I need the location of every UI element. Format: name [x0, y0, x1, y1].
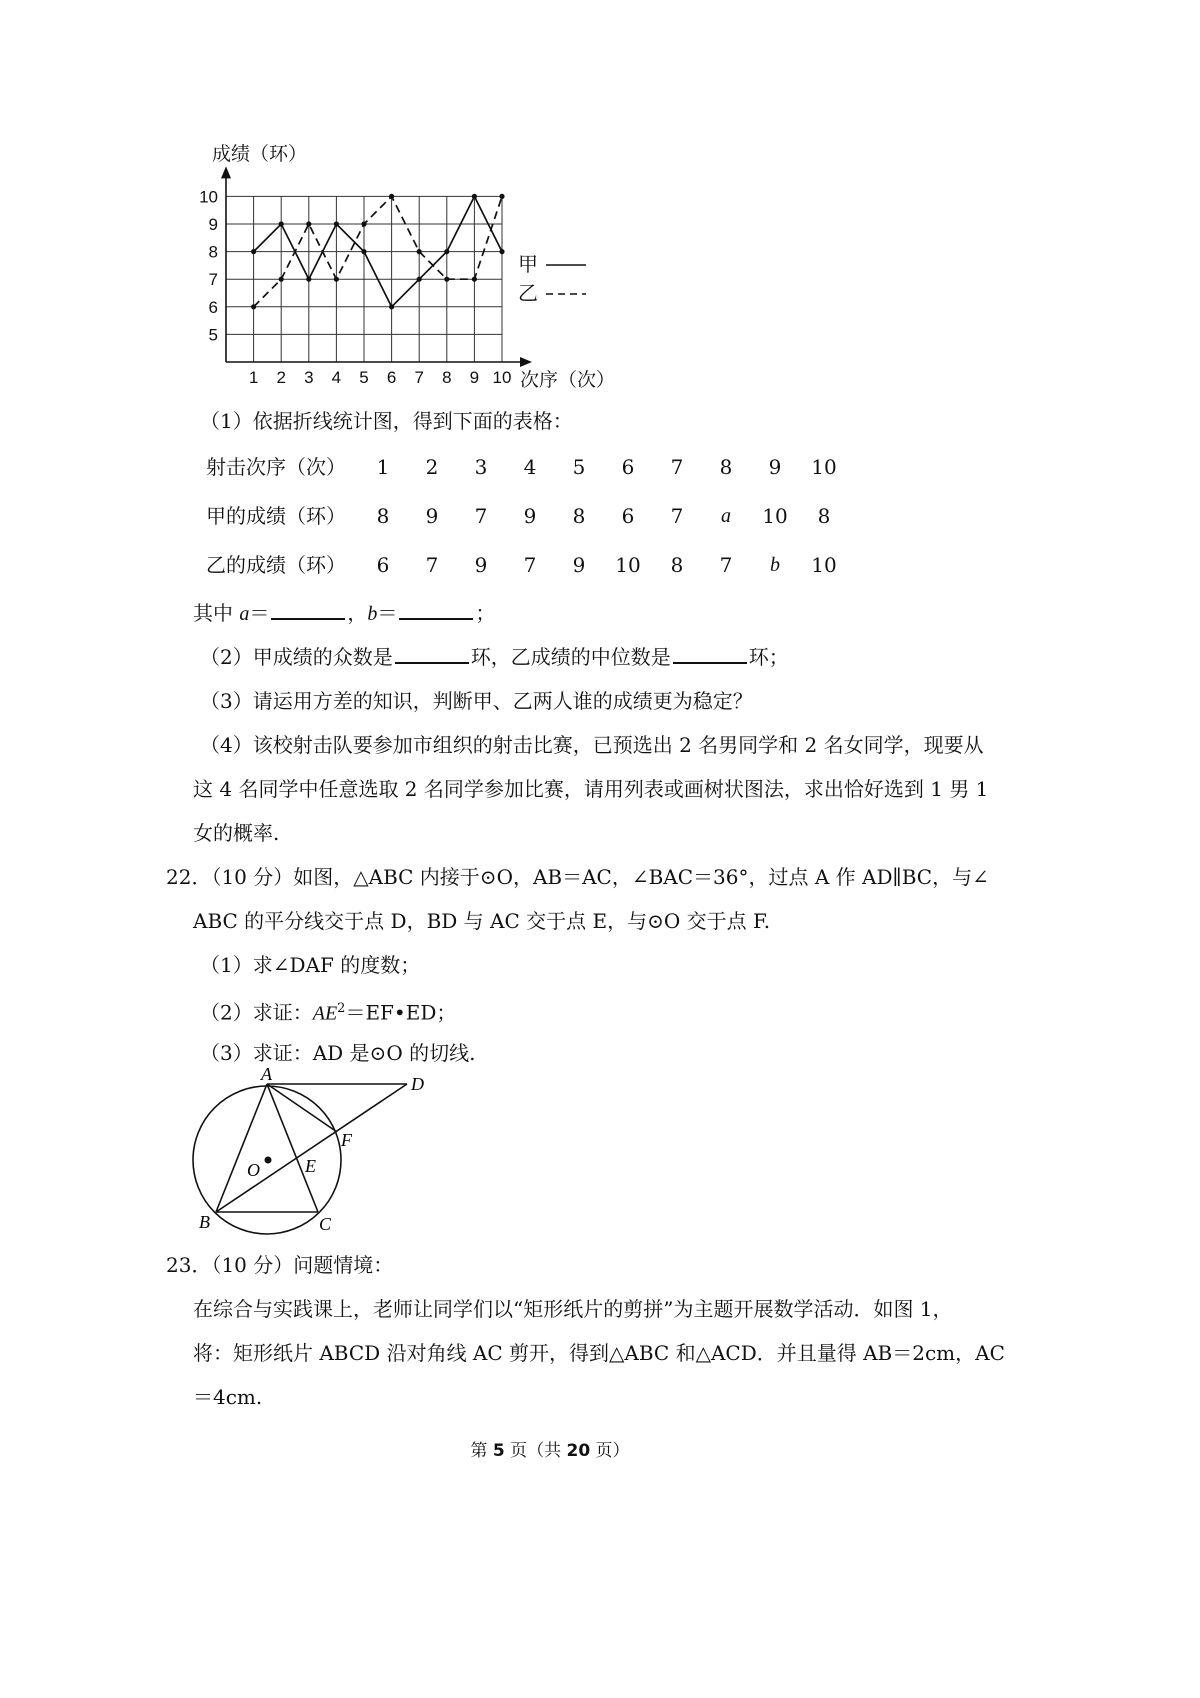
point-jia	[499, 249, 504, 254]
y-axis-arrow	[221, 166, 231, 178]
part2-rest: ＝EF•ED；	[345, 1000, 457, 1025]
table-header-label: 射击次序（次）	[206, 455, 346, 479]
x-tick-label: 7	[414, 368, 424, 387]
point-jia	[444, 249, 449, 254]
point-jia	[251, 249, 256, 254]
q23-line4: ＝4cm.	[193, 1385, 263, 1409]
footer-mid: 页（共	[504, 1441, 567, 1461]
table-cell: b	[770, 554, 780, 576]
q22-line2: ABC 的平分线交于点 D，BD 与 AC 交于点 E，与⊙O 交于点 F.	[193, 909, 771, 933]
y-axis-label: 成绩（环）	[212, 144, 308, 165]
x-tick-label: 2	[276, 368, 286, 387]
y-tick-label: 6	[208, 297, 218, 317]
legend-label-jia: 甲	[518, 254, 538, 276]
point-jia	[334, 221, 339, 226]
y-tick-label: 9	[208, 215, 218, 234]
point-yi	[417, 249, 422, 254]
page-footer	[0, 1436, 1100, 1461]
q22-part2	[200, 996, 456, 1027]
point-c-label: C	[319, 1214, 332, 1234]
table-row-label-yi: 乙的成绩（环）	[206, 553, 346, 577]
table-cell: 10	[811, 455, 837, 479]
answer-blank-b[interactable]	[399, 600, 473, 620]
segment-bd	[216, 1084, 407, 1212]
comma: ，	[347, 601, 368, 625]
x-tick-labels	[249, 368, 512, 387]
x-tick-label: 9	[469, 368, 480, 387]
q21-part3: （3）请运用方差的知识，判断甲、乙两人谁的成绩更为稳定？	[200, 689, 753, 713]
point-jia	[389, 304, 394, 309]
x-tick-label: 3	[304, 368, 314, 387]
table-cell: 2	[425, 455, 439, 479]
center-dot	[265, 1157, 272, 1164]
point-b-label: B	[199, 1212, 210, 1232]
footer-page-number: 5	[492, 1441, 505, 1461]
table-cell: 9	[523, 504, 537, 528]
eq-sign: ＝	[249, 601, 270, 625]
table-cell: 7	[523, 553, 537, 577]
table-cell: 10	[811, 553, 837, 577]
point-yi	[306, 221, 311, 226]
answer-blank-a[interactable]	[271, 600, 345, 620]
table-cell: 6	[376, 553, 390, 577]
point-yi	[499, 194, 504, 199]
table-cell: 8	[719, 455, 733, 479]
footer-pre: 第	[470, 1441, 493, 1461]
point-yi	[279, 277, 284, 282]
y-tick-label: 8	[208, 242, 218, 262]
footer-post: 页）	[590, 1441, 630, 1461]
table-cell: 9	[768, 455, 782, 479]
semicolon: ；	[475, 601, 496, 625]
table-cell: 7	[425, 553, 439, 577]
point-yi	[389, 194, 394, 199]
table-cell: 5	[572, 455, 586, 479]
x-tick-label: 4	[331, 368, 342, 387]
table-row-label-jia: 甲的成绩（环）	[206, 504, 346, 528]
q22-line1: 22．（10 分）如图，△ABC 内接于⊙O，AB＝AC，∠BAC＝36°，过点 A 作 AD∥BC，与∠	[166, 865, 989, 889]
x-tick-label: 8	[442, 368, 452, 387]
point-jia	[361, 249, 366, 254]
circle-figure	[185, 1060, 445, 1240]
point-jia	[279, 221, 284, 226]
point-yi	[251, 304, 256, 309]
table-cell: a	[721, 505, 731, 527]
table-cell: 8	[572, 504, 586, 528]
var-a: a	[239, 603, 250, 625]
table-cell: 7	[474, 504, 488, 528]
point-jia	[472, 194, 477, 199]
table-cell: 9	[425, 504, 439, 528]
legend-label-yi: 乙	[518, 283, 538, 305]
answer-blank-mode[interactable]	[395, 644, 469, 664]
x-tick-label: 5	[359, 368, 369, 387]
point-f-label: F	[341, 1130, 352, 1150]
part2-ae: AE	[312, 1002, 338, 1025]
table-cell: 6	[621, 504, 635, 528]
x-tick-label: 1	[248, 368, 259, 387]
q21-fill-line	[193, 600, 495, 627]
q21-part4-line2: 这 4 名同学中任意选取 2 名同学参加比赛，请用列表或画树状图法，求出恰好选到 1 男 1	[193, 777, 989, 801]
table-cell: 10	[615, 553, 641, 577]
y-tick-label: 5	[208, 325, 218, 345]
q23-line1: 23．（10 分）问题情境：	[166, 1253, 394, 1277]
part2-text-b: 环，乙成绩的中位数是	[470, 645, 671, 669]
table-cell: 9	[474, 553, 488, 577]
q21-part4-line1: （4）该校射击队要参加市组织的射击比赛，已预选出 2 名男同学和 2 名女同学，现要从	[200, 733, 984, 757]
table-cell: 4	[523, 455, 537, 479]
point-a-label: A	[261, 1064, 272, 1084]
q23-line2: 在综合与实践课上，老师让同学们以“矩形纸片的剪拼”为主题开展数学活动．如图 1，	[193, 1297, 953, 1321]
part2-prefix: （2）求证：	[200, 1000, 313, 1025]
y-tick-label: 10	[199, 187, 218, 207]
table-cell: 8	[670, 553, 684, 577]
point-e-label: E	[305, 1156, 316, 1176]
segment-af	[267, 1084, 337, 1132]
table-cell: 7	[670, 455, 684, 479]
part2-text-c: 环；	[748, 645, 789, 669]
table-cell: 9	[572, 553, 586, 577]
segment-ab	[216, 1084, 267, 1212]
x-axis-label: 次序（次）	[520, 370, 616, 391]
x-tick-label: 10	[492, 368, 512, 387]
chart-legend	[518, 254, 586, 305]
y-tick-labels	[199, 187, 218, 344]
q21-part4-line3: 女的概率.	[193, 821, 280, 845]
point-yi	[361, 221, 366, 226]
answer-blank-median[interactable]	[673, 644, 747, 664]
q22-part1: （1）求∠DAF 的度数；	[200, 953, 421, 977]
point-jia	[306, 277, 311, 282]
table-cell: 10	[762, 504, 788, 528]
table-cell: 8	[817, 504, 831, 528]
table-cell: 7	[719, 553, 733, 577]
footer-total-pages: 20	[566, 1441, 591, 1461]
point-o-label: O	[247, 1160, 260, 1180]
line-chart	[190, 140, 630, 400]
table-cell: 8	[376, 504, 390, 528]
point-yi	[444, 277, 449, 282]
x-tick-label: 6	[386, 368, 397, 387]
x-axis-arrow	[520, 357, 532, 367]
fill-prefix: 其中	[193, 601, 240, 625]
point-yi	[334, 277, 339, 282]
table-cell: 3	[474, 455, 488, 479]
part2-sup: 2	[337, 1001, 346, 1016]
point-d-label: D	[411, 1074, 424, 1094]
part2-text-a: （2）甲成绩的众数是	[200, 645, 393, 669]
q23-line3: 将：矩形纸片 ABCD 沿对角线 AC 剪开，得到△ABC 和△ACD．并且量得 AB＝2cm，AC	[193, 1341, 1005, 1365]
table-cell: 6	[621, 455, 635, 479]
point-jia	[417, 277, 422, 282]
table-cell: 7	[670, 504, 684, 528]
eq-sign-b: ＝	[377, 601, 398, 625]
y-tick-label: 7	[208, 270, 218, 290]
var-b: b	[367, 603, 378, 625]
point-yi	[472, 277, 477, 282]
q21-part1: （1）依据折线统计图，得到下面的表格：	[200, 409, 573, 433]
q21-part2	[200, 644, 789, 670]
table-cell: 1	[376, 455, 390, 479]
q22-part3: （3）求证：AD 是⊙O 的切线.	[200, 1041, 476, 1065]
